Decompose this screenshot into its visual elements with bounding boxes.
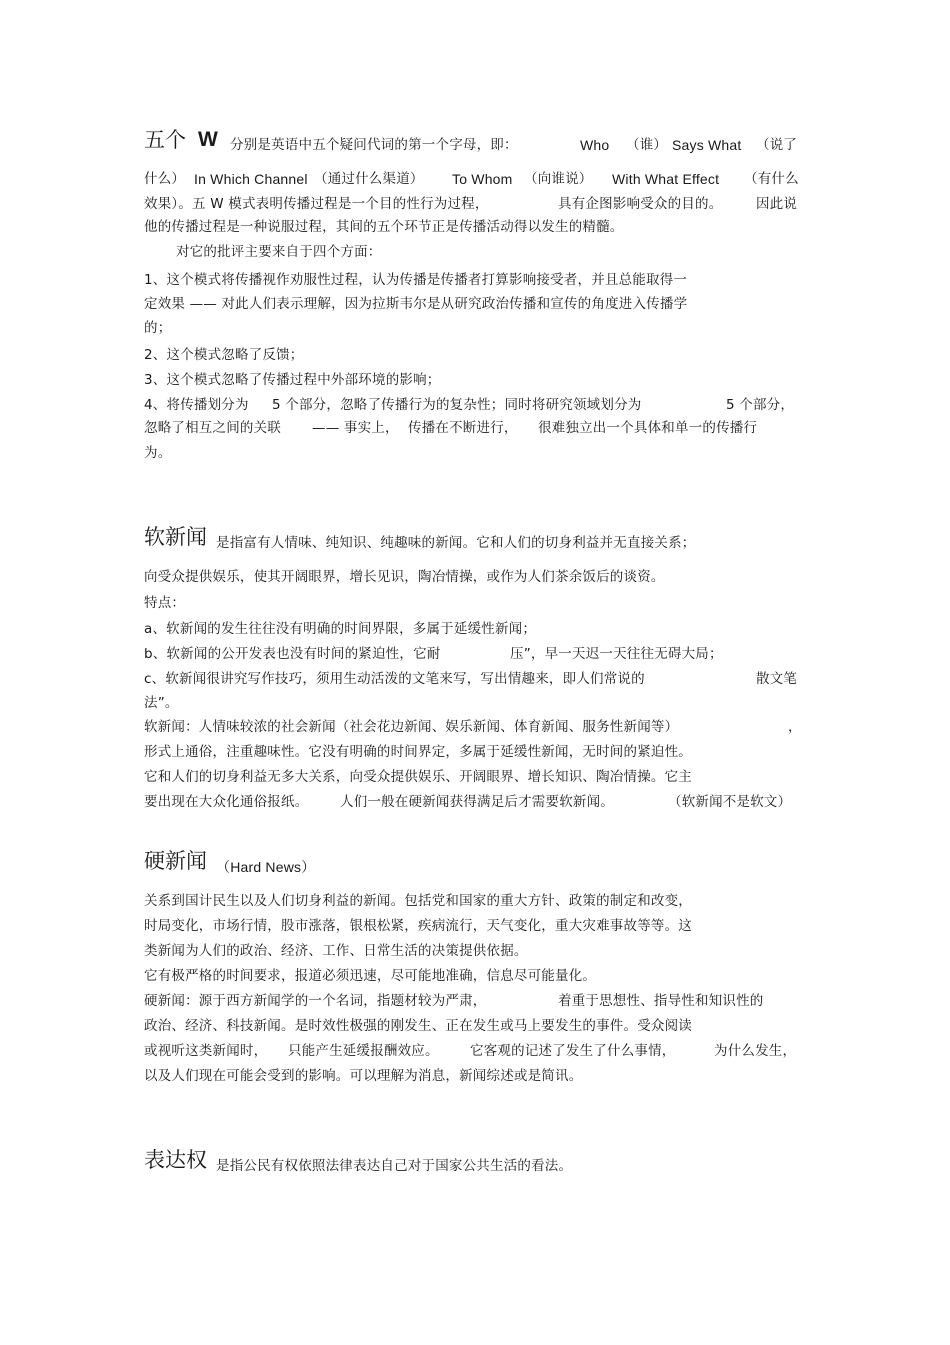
critique-2: 2、这个模式忽略了反馈； (144, 347, 304, 363)
five-w-line-3b: 具有企图影响受众的目的。 (558, 196, 723, 212)
critique-4-seg: 4、将传播划分为 (144, 397, 249, 413)
five-w-line-2-seg: With What Effect (612, 171, 720, 187)
hard-news-line-8: 以及人们现在可能会受到的影响。可以理解为消息，新闻综述或是简讯。 (144, 1068, 583, 1084)
hard-news-seg: 只能产生延缓报酬效应。 (288, 1043, 439, 1059)
five-w-who: Who (580, 137, 610, 153)
hard-news-heading-en: （Hard News） (216, 859, 316, 875)
five-w-line-2-seg: 什么） (144, 171, 186, 187)
five-w-line-3 (144, 195, 814, 213)
hard-news-heading-line (144, 849, 814, 878)
five-w-line-3a: 效果）。五 W 模式表明传播过程是一个目的性行为过程， (144, 196, 489, 212)
five-w-line-1-text: 分别是英语中五个疑问代词的第一个字母，即： (230, 137, 518, 153)
critique-intro: 对它的批评主要来自于四个方面： (176, 244, 382, 260)
five-w-line-2-seg: In Which Channel (194, 171, 308, 187)
soft-news-feature-c-seg: 散文笔 (756, 671, 798, 687)
hard-news-seg: 为什么发生， (714, 1043, 797, 1059)
expression-heading: 表达权 (144, 1148, 207, 1172)
expression-line (144, 1148, 814, 1177)
critique-4-seg: 传播在不断进行， (408, 420, 518, 436)
five-w-line-1 (144, 128, 814, 157)
hard-news-line-1: 关系到国计民生以及人们切身利益的新闻。包括党和国家的重大方针、政策的制定和改变， (144, 893, 692, 909)
soft-news-def-line-2: 形式上通俗，注重趣味性。它没有明确的时间界定，多属于延缓性新闻，无时间的紧迫性。 (144, 744, 692, 760)
hard-news-seg: 或视听这类新闻时， (144, 1043, 268, 1059)
critique-4-seg: 忽略了相互之间的关联 (144, 420, 281, 436)
critique-4-line-1 (144, 396, 814, 414)
soft-news-line-1 (144, 525, 814, 554)
soft-news-feature-b-seg: b、软新闻的公开发表也没有时间的紧迫性，它耐 (144, 646, 441, 662)
critique-4-line-3: 为。 (144, 445, 172, 461)
soft-news-feature-b-seg: 压”，早一天迟一天往往无碍大局； (510, 646, 723, 662)
hard-news-line-4: 它有极严格的时间要求，报道必须迅速，尽可能地准确，信息尽可能量化。 (144, 968, 597, 984)
soft-news-def-line-3: 它和人们的切身利益无多大关系，向受众提供娱乐、开阔眼界、增长知识、陶冶情操。它主 (144, 769, 692, 785)
soft-news-heading: 软新闻 (144, 525, 207, 549)
hard-news-line-7 (144, 1042, 814, 1060)
five-w-who-cn: （谁） (626, 137, 668, 153)
five-w-line-3c: 因此说 (756, 196, 798, 212)
soft-news-line-2: 向受众提供娱乐，使其开阔眼界，增长见识，陶冶情操，或作为人们茶余饭后的谈资。 (144, 569, 665, 585)
soft-news-feature-b (144, 645, 814, 663)
soft-news-features-label: 特点： (144, 595, 186, 611)
hard-news-line-3: 类新闻为人们的政治、经济、工作、日常生活的决策提供依据。 (144, 943, 528, 959)
soft-news-feature-c-seg: c、软新闻很讲究写作技巧，须用生动活泼的文笔来写，写出情趣来，即人们常说的 (144, 671, 645, 687)
hard-news-seg: 它客观的记述了发生了什么事情， (470, 1043, 676, 1059)
critique-1-line-2: 定效果 —— 对此人们表示理解，因为拉斯韦尔是从研究政治传播和宣传的角度进入传播学 (144, 296, 688, 312)
five-w-line-2-seg: （通过什么渠道） (314, 171, 424, 187)
five-w-heading-w: W (198, 128, 219, 151)
hard-news-line-6: 政治、经济、科技新闻。是时效性极强的刚发生、正在发生或马上要发生的事件。受众阅读 (144, 1018, 692, 1034)
five-w-line-2-seg: To Whom (452, 171, 513, 187)
soft-news-def-seg: 要出现在大众化通俗报纸。 (144, 794, 309, 810)
soft-news-def-seg: ， (788, 719, 802, 735)
critique-4-seg: —— 事实上， (312, 420, 399, 436)
soft-news-def-seg: 软新闻：人情味较浓的社会新闻（社会花边新闻、娱乐新闻、体育新闻、服务性新闻等） (144, 719, 679, 735)
hard-news-seg: 硬新闻：源于西方新闻学的一个名词，指题材较为严肃， (144, 993, 487, 1009)
soft-news-def-line-4 (144, 793, 814, 811)
critique-4-seg: 5 个部分，忽略了传播行为的复杂性；同时将研究领域划分为 (272, 397, 642, 413)
soft-news-feature-a: a、软新闻的发生往往没有明确的时间界限，多属于延缓性新闻； (144, 621, 537, 637)
critique-4-line-2 (144, 419, 814, 437)
five-w-line-2-seg: （向谁说） (524, 171, 593, 187)
critique-1-line-1: 1、这个模式将传播视作劝服性过程，认为传播是传播者打算影响接受者，并且总能取得一 (144, 272, 688, 288)
five-w-heading: 五个 (144, 128, 186, 152)
five-w-line-4: 他的传播过程是一种说服过程，其间的五个环节正是传播活动得以发生的精髓。 (144, 219, 624, 235)
soft-news-line-1-text: 是指富有人情味、纯知识、纯趣味的新闻。它和人们的切身利益并无直接关系； (216, 535, 696, 551)
hard-news-line-2: 时局变化，市场行情，股市涨落，银根松紧，疾病流行，天气变化，重大灾难事故等等。这 (144, 918, 692, 934)
soft-news-def-line-1 (144, 718, 814, 736)
five-w-line-2 (144, 170, 814, 188)
five-w-says-what: Says What (672, 137, 742, 153)
five-w-says-cn: （说了 (756, 137, 798, 153)
expression-text: 是指公民有权依照法律表达自己对于国家公共生活的看法。 (216, 1158, 573, 1174)
critique-4-seg: 很难独立出一个具体和单一的传播行 (538, 420, 758, 436)
soft-news-def-seg: 人们一般在硬新闻获得满足后才需要软新闻。 (340, 794, 614, 810)
soft-news-def-seg: （软新闻不是软文） (668, 794, 792, 810)
soft-news-feature-c (144, 670, 814, 688)
critique-4-seg: 5 个部分， (726, 397, 795, 413)
soft-news-feature-c-line-2: 法”。 (144, 695, 179, 711)
hard-news-line-5 (144, 992, 814, 1010)
critique-1-line-3: 的； (144, 320, 172, 336)
hard-news-heading: 硬新闻 (144, 849, 207, 873)
critique-3: 3、这个模式忽略了传播过程中外部环境的影响； (144, 372, 441, 388)
five-w-line-2-seg: （有什么 (744, 171, 799, 187)
hard-news-seg: 着重于思想性、指导性和知识性的 (558, 993, 764, 1009)
